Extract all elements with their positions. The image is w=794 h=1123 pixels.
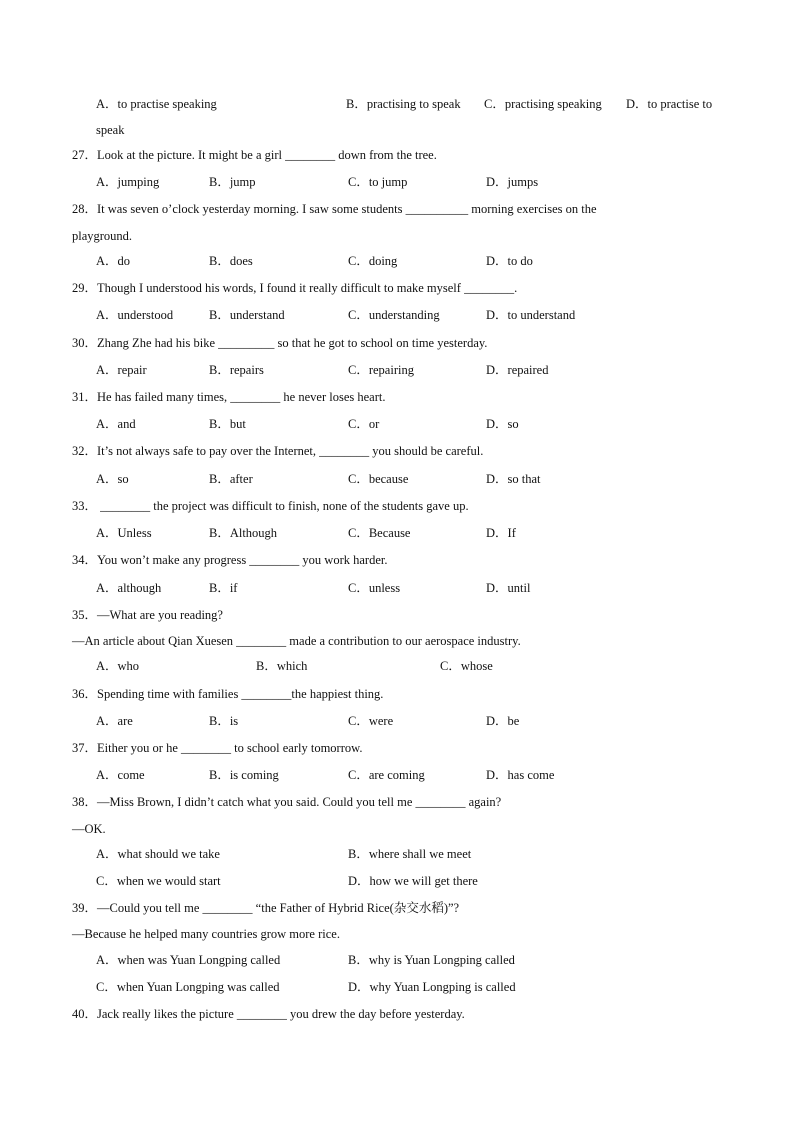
q26-option-b[interactable]: B．practising to speak xyxy=(346,97,461,111)
q36-option-a[interactable]: A．are xyxy=(96,714,133,728)
q28-stem-continuation: playground. xyxy=(72,229,133,243)
q34-option-a[interactable]: A．although xyxy=(96,581,162,595)
q34-option-d[interactable]: D．until xyxy=(486,581,531,595)
q39-option-d[interactable]: D．why Yuan Longping is called xyxy=(348,980,516,994)
q29-option-d[interactable]: D．to understand xyxy=(486,308,576,322)
q31-option-c[interactable]: C．or xyxy=(348,417,380,431)
q36-option-d[interactable]: D．be xyxy=(486,714,520,728)
q39-stem: 39．—Could you tell me ________ “the Father of Hybrid Rice(杂交水稻)”? xyxy=(72,901,460,915)
q35-option-a[interactable]: A．who xyxy=(96,659,140,673)
q27-option-c[interactable]: C．to jump xyxy=(348,175,408,189)
q39-stem-continuation: —Because he helped many countries grow more rice. xyxy=(72,927,340,941)
q31-option-d[interactable]: D．so xyxy=(486,417,519,431)
q33-option-d[interactable]: D．If xyxy=(486,526,516,540)
q34-option-b[interactable]: B．if xyxy=(209,581,238,595)
q38-option-d[interactable]: D．how we will get there xyxy=(348,874,478,888)
q28-option-c[interactable]: C．doing xyxy=(348,254,398,268)
q28-option-b[interactable]: B．does xyxy=(209,254,253,268)
q38-stem-continuation: —OK. xyxy=(72,822,106,836)
q36-option-c[interactable]: C．were xyxy=(348,714,394,728)
q31-option-a[interactable]: A．and xyxy=(96,417,136,431)
q33-option-a[interactable]: A．Unless xyxy=(96,526,152,540)
q34-stem: 34．You won’t make any progress ________ you work harder. xyxy=(72,553,388,567)
q30-option-d[interactable]: D．repaired xyxy=(486,363,549,377)
q27-option-d[interactable]: D．jumps xyxy=(486,175,539,189)
q31-stem: 31．He has failed many times, ________ he never loses heart. xyxy=(72,390,386,404)
q30-stem: 30．Zhang Zhe had his bike _________ so that he got to school on time yesterday. xyxy=(72,336,488,350)
q26-option-d-continuation: speak xyxy=(96,123,125,137)
q39-option-b[interactable]: B．why is Yuan Longping called xyxy=(348,953,515,967)
q37-option-d[interactable]: D．has come xyxy=(486,768,555,782)
q37-option-a[interactable]: A．come xyxy=(96,768,145,782)
q35-stem-continuation: —An article about Qian Xuesen ________ made a contribution to our aerospace industry. xyxy=(72,634,521,648)
q38-option-c[interactable]: C．when we would start xyxy=(96,874,221,888)
q32-option-a[interactable]: A．so xyxy=(96,472,129,486)
q36-option-b[interactable]: B．is xyxy=(209,714,239,728)
q29-option-a[interactable]: A．understood xyxy=(96,308,174,322)
q30-option-a[interactable]: A．repair xyxy=(96,363,147,377)
q35-stem: 35．—What are you reading? xyxy=(72,608,223,622)
q27-option-b[interactable]: B．jump xyxy=(209,175,256,189)
q26-option-c[interactable]: C．practising speaking xyxy=(484,97,602,111)
q28-option-d[interactable]: D．to do xyxy=(486,254,533,268)
q30-option-c[interactable]: C．repairing xyxy=(348,363,414,377)
q35-option-b[interactable]: B．which xyxy=(256,659,308,673)
q38-option-a[interactable]: A．what should we take xyxy=(96,847,220,861)
q26-option-d[interactable]: D．to practise to xyxy=(626,97,713,111)
q40-stem: 40．Jack really likes the picture ________ you drew the day before yesterday. xyxy=(72,1007,465,1021)
q32-option-d[interactable]: D．so that xyxy=(486,472,541,486)
q37-stem: 37．Either you or he ________ to school early tomorrow. xyxy=(72,741,363,755)
q37-option-b[interactable]: B．is coming xyxy=(209,768,279,782)
q39-option-a[interactable]: A．when was Yuan Longping called xyxy=(96,953,281,967)
q39-option-c[interactable]: C．when Yuan Longping was called xyxy=(96,980,280,994)
q38-option-b[interactable]: B．where shall we meet xyxy=(348,847,472,861)
q29-option-c[interactable]: C．understanding xyxy=(348,308,440,322)
q37-option-c[interactable]: C．are coming xyxy=(348,768,425,782)
q27-stem: 27．Look at the picture. It might be a girl ________ down from the tree. xyxy=(72,148,437,162)
q32-option-b[interactable]: B．after xyxy=(209,472,253,486)
q38-stem: 38．—Miss Brown, I didn’t catch what you said. Could you tell me ________ again? xyxy=(72,795,502,809)
q30-option-b[interactable]: B．repairs xyxy=(209,363,264,377)
q33-option-c[interactable]: C．Because xyxy=(348,526,411,540)
q32-option-c[interactable]: C．because xyxy=(348,472,409,486)
q27-option-a[interactable]: A．jumping xyxy=(96,175,160,189)
q33-option-b[interactable]: B．Although xyxy=(209,526,278,540)
q29-stem: 29．Though I understood his words, I found it really difficult to make myself ________. xyxy=(72,281,518,295)
q31-option-b[interactable]: B．but xyxy=(209,417,246,431)
q28-option-a[interactable]: A．do xyxy=(96,254,131,268)
q33-stem: 33． ________ the project was difficult to finish, none of the students gave up. xyxy=(72,499,469,513)
q34-option-c[interactable]: C．unless xyxy=(348,581,401,595)
q35-option-c[interactable]: C．whose xyxy=(440,659,493,673)
q36-stem: 36．Spending time with families ________the happiest thing. xyxy=(72,687,384,701)
q26-option-a[interactable]: A．to practise speaking xyxy=(96,97,217,111)
q28-stem: 28．It was seven o’clock yesterday morning. I saw some students __________ morning exercises on the xyxy=(72,202,597,216)
q32-stem: 32．It’s not always safe to pay over the Internet, ________ you should be careful. xyxy=(72,444,484,458)
q29-option-b[interactable]: B．understand xyxy=(209,308,285,322)
